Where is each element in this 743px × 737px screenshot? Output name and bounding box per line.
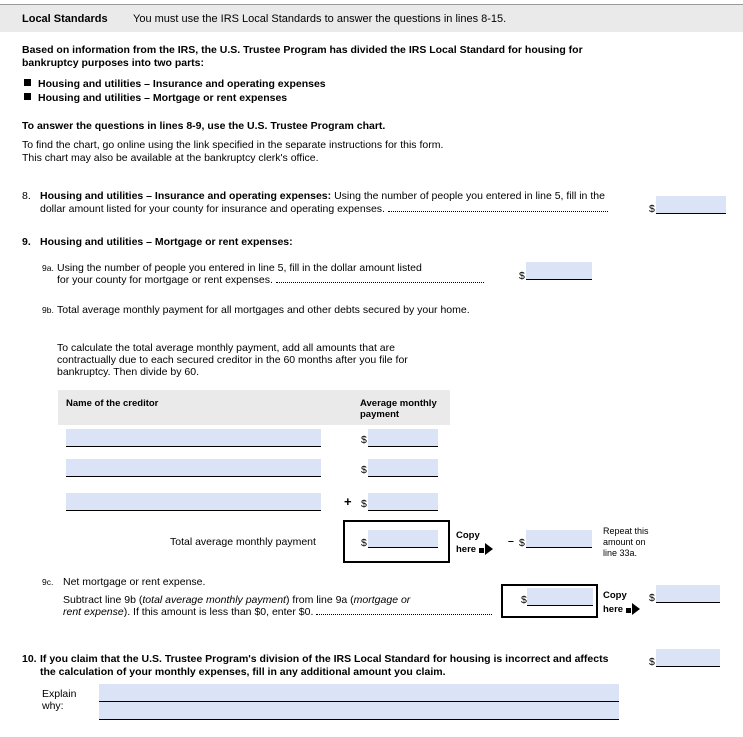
creditor-name-field[interactable] (66, 459, 321, 477)
col-payment-header-line1: Average monthly (360, 398, 437, 409)
line9c-text-mid: ) from line 9a ( (285, 594, 354, 606)
line9b-calc-line1: To calculate the total average monthly payment, add all amounts that are (57, 342, 395, 354)
line9c-label: 9c. (42, 577, 54, 587)
creditor-payment-field[interactable] (368, 429, 438, 447)
line10-amount-input[interactable] (656, 649, 720, 666)
col-payment-header-line2: payment (360, 409, 400, 420)
section-label: Local Standards (22, 13, 108, 25)
intro-bullet-item (24, 78, 326, 90)
line9c-currency: $ (521, 594, 527, 606)
creditor-name-field[interactable] (66, 429, 321, 447)
line8-text-line2 (40, 203, 608, 215)
creditor-payment-input[interactable] (368, 493, 438, 510)
line9a-text-line2 (57, 274, 485, 286)
line8-number: 8. (22, 190, 31, 202)
line9a-text2: for your county for mortgage or rent expenses. (57, 274, 273, 286)
copy-here-label (603, 603, 640, 616)
line9c-text-italic2: mortgage or (353, 594, 411, 606)
intro-bullet-item (24, 92, 287, 104)
copy-label-line2: here (603, 604, 624, 616)
payment-currency: $ (361, 464, 367, 476)
repeat-note-line3: line 33a. (603, 548, 638, 558)
dot-leader (316, 614, 493, 615)
creditor-payment-input[interactable] (368, 429, 438, 446)
line9c-text-line1 (63, 594, 410, 606)
creditor-payment-field[interactable] (368, 493, 438, 511)
copy-label-line2: here (456, 544, 477, 556)
payment-currency: $ (361, 434, 367, 446)
line9a-amount-input[interactable] (526, 262, 592, 279)
intro-paragraph-line1: Based on information from the IRS, the U.S. Trustee Program has divided the IRS Local Standard for housing for (22, 44, 583, 56)
dot-leader (388, 211, 608, 212)
line8-text1: Using the number of people you entered in line 5, fill in the (334, 190, 605, 202)
explain-label-line2: why: (42, 700, 64, 712)
copied-total-field[interactable] (526, 530, 592, 548)
repeat-note-line2: amount on (603, 537, 646, 547)
arrow-right-icon (479, 543, 493, 556)
explain-input-line2[interactable] (99, 702, 619, 719)
explain-field-line1[interactable] (99, 684, 619, 702)
line10-text-line2: the calculation of your monthly expenses, fill in any additional amount you claim. (40, 666, 446, 678)
repeat-note-line1: Repeat this (603, 526, 649, 536)
creditor-name-input[interactable] (66, 429, 321, 446)
line9a-label: 9a. (42, 263, 54, 273)
line9c-text-line2 (63, 606, 493, 618)
plus-sign: + (344, 494, 352, 509)
copy-label-line1: Copy (603, 590, 627, 601)
line8-text2: dollar amount listed for your county for insurance and operating expenses. (40, 203, 385, 215)
creditor-name-input[interactable] (66, 459, 321, 476)
bullet-square-icon (24, 79, 31, 86)
section-instruction: You must use the IRS Local Standards to answer the questions in lines 8-15. (133, 13, 507, 25)
line10-currency: $ (649, 656, 655, 668)
minus-sign: – (508, 535, 514, 547)
line9c-text-italic3: rent expense (63, 606, 124, 618)
line8-amount-input[interactable] (656, 196, 726, 213)
line8-amount-field[interactable] (656, 196, 726, 214)
line9a-amount-field[interactable] (526, 262, 592, 280)
bullet-text: Housing and utilities – Mortgage or rent expenses (38, 92, 288, 104)
line9b-calc-line2: contractually due to each secured creditor in the 60 months after you file for (57, 354, 408, 366)
line9a-text-line1: Using the number of people you entered in line 5, fill in the dollar amount listed (57, 262, 422, 274)
copy-here-label (456, 543, 493, 556)
copy-label-line1: Copy (456, 530, 480, 541)
line9-number: 9. (22, 236, 31, 248)
explain-input-line1[interactable] (99, 684, 619, 701)
explain-field-line2[interactable] (99, 702, 619, 720)
line9b-label: 9b. (42, 305, 54, 315)
answer-instruction: To answer the questions in lines 8-9, use the U.S. Trustee Program chart. (22, 120, 386, 132)
line9c-text-suffix: ). If this amount is less than $0, enter $0. (123, 606, 314, 618)
line9c-final-field[interactable] (656, 585, 720, 603)
bullet-square-icon (24, 93, 31, 100)
total-payment-field[interactable] (368, 530, 438, 548)
arrow-right-icon (626, 603, 640, 616)
total-currency: $ (361, 537, 367, 549)
total-payment-label: Total average monthly payment (170, 536, 316, 548)
line9b-calc-line3: bankruptcy. Then divide by 60. (57, 366, 200, 378)
creditor-name-input[interactable] (66, 493, 321, 510)
line10-text-line1: If you claim that the U.S. Trustee Program's division of the IRS Local Standard for housing is incorrect and affects (40, 653, 609, 665)
dot-leader (276, 282, 485, 283)
line9-title: Housing and utilities – Mortgage or rent expenses: (40, 236, 293, 248)
line9c-amount-input[interactable] (527, 588, 593, 605)
line8-title: Housing and utilities – Insurance and operating expenses: (40, 190, 332, 202)
line9c-title: Net mortgage or rent expense. (63, 576, 206, 588)
find-chart-line1: To find the chart, go online using the link specified in the separate instructions for this form. (22, 139, 444, 151)
line9c-final-currency: $ (649, 592, 655, 604)
copied-currency: $ (519, 537, 525, 549)
line9c-text-italic1: total average monthly payment (142, 594, 286, 606)
bullet-text: Housing and utilities – Insurance and operating expenses (38, 78, 326, 90)
payment-currency: $ (361, 498, 367, 510)
line9c-text-prefix: Subtract line 9b ( (63, 594, 143, 606)
line9b-text: Total average monthly payment for all mortgages and other debts secured by your home. (57, 304, 470, 316)
copied-total-input[interactable] (526, 530, 592, 547)
explain-label-line1: Explain (42, 688, 77, 700)
intro-paragraph-line2: bankruptcy purposes into two parts: (22, 57, 205, 69)
line8-text-line1 (40, 190, 640, 202)
creditor-payment-field[interactable] (368, 459, 438, 477)
find-chart-line2: This chart may also be available at the bankruptcy clerk's office. (22, 152, 319, 164)
line9c-final-input[interactable] (656, 585, 720, 602)
creditor-payment-input[interactable] (368, 459, 438, 476)
line10-amount-field[interactable] (656, 649, 720, 667)
line10-number: 10. (22, 653, 37, 665)
line9a-currency: $ (519, 270, 525, 282)
creditor-name-field[interactable] (66, 493, 321, 511)
line8-currency: $ (649, 203, 655, 215)
total-payment-input[interactable] (368, 530, 438, 547)
col-creditor-header: Name of the creditor (66, 398, 159, 409)
line9c-amount-field[interactable] (527, 588, 593, 606)
